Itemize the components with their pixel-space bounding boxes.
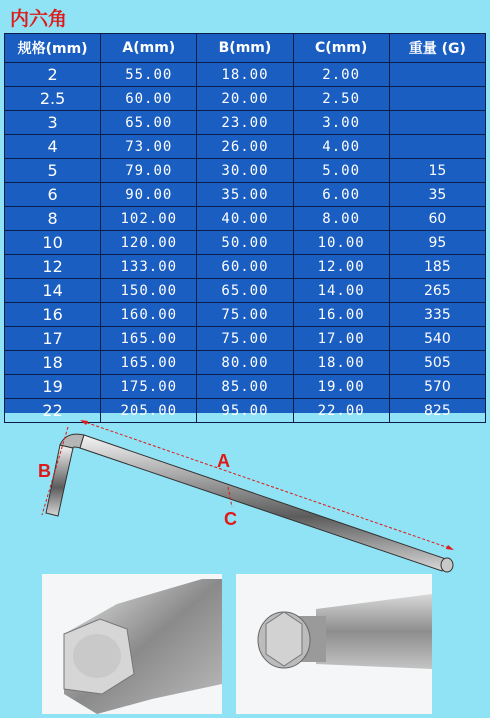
header-c: C(mm) [293, 34, 389, 63]
table-row [5, 327, 486, 351]
header-size: 规格(mm) [5, 34, 101, 63]
cell-weight [389, 111, 485, 135]
cell-size: 4 [5, 135, 101, 159]
cell-weight [389, 87, 485, 111]
cell-c: 12.00 [293, 255, 389, 279]
hex-key-diagram [0, 415, 490, 573]
cell-weight: 265 [389, 279, 485, 303]
cell-weight: 15 [389, 159, 485, 183]
table-row [5, 303, 486, 327]
cell-weight: 505 [389, 351, 485, 375]
label-c: C [224, 509, 237, 529]
table-row [5, 63, 486, 87]
cell-size: 2.5 [5, 87, 101, 111]
table-row [5, 351, 486, 375]
cell-c: 14.00 [293, 279, 389, 303]
table-row [5, 231, 486, 255]
cell-size: 2 [5, 63, 101, 87]
cell-c: 6.00 [293, 183, 389, 207]
cell-b: 23.00 [197, 111, 293, 135]
page-title: 内六角 [10, 8, 68, 30]
cell-a: 79.00 [101, 159, 197, 183]
table-row [5, 375, 486, 399]
label-b: B [38, 461, 51, 481]
table-row [5, 255, 486, 279]
spec-table [4, 33, 486, 420]
cell-size: 5 [5, 159, 101, 183]
cell-a: 160.00 [101, 303, 197, 327]
cell-weight: 185 [389, 255, 485, 279]
cell-a: 175.00 [101, 375, 197, 399]
cell-weight: 60 [389, 207, 485, 231]
cell-c: 4.00 [293, 135, 389, 159]
hex-key-shape [46, 434, 453, 572]
table-row [5, 87, 486, 111]
cell-weight: 570 [389, 375, 485, 399]
label-a: A [217, 451, 230, 471]
cell-c: 2.00 [293, 63, 389, 87]
cell-a: 133.00 [101, 255, 197, 279]
cell-b: 75.00 [197, 327, 293, 351]
cell-b: 85.00 [197, 375, 293, 399]
cell-b: 30.00 [197, 159, 293, 183]
cell-weight: 35 [389, 183, 485, 207]
cell-weight: 95 [389, 231, 485, 255]
cell-a: 205.00 [101, 399, 197, 423]
cell-b: 95.00 [197, 399, 293, 423]
cell-b: 50.00 [197, 231, 293, 255]
header-b: B(mm) [197, 34, 293, 63]
cell-size: 3 [5, 111, 101, 135]
cell-size: 18 [5, 351, 101, 375]
cell-a: 90.00 [101, 183, 197, 207]
table-row [5, 135, 486, 159]
cell-c: 22.00 [293, 399, 389, 423]
dimension-lines [42, 421, 452, 549]
cell-c: 8.00 [293, 207, 389, 231]
cell-c: 2.50 [293, 87, 389, 111]
cell-size: 6 [5, 183, 101, 207]
cell-a: 165.00 [101, 351, 197, 375]
table-row [5, 279, 486, 303]
cell-a: 55.00 [101, 63, 197, 87]
cell-size: 19 [5, 375, 101, 399]
cell-a: 102.00 [101, 207, 197, 231]
cell-c: 19.00 [293, 375, 389, 399]
cell-size: 17 [5, 327, 101, 351]
cell-weight [389, 135, 485, 159]
cell-b: 80.00 [197, 351, 293, 375]
cell-size: 22 [5, 399, 101, 423]
table-row [5, 159, 486, 183]
hex-end-photo [42, 574, 222, 714]
cell-b: 35.00 [197, 183, 293, 207]
cell-b: 18.00 [197, 63, 293, 87]
cell-b: 26.00 [197, 135, 293, 159]
cell-b: 60.00 [197, 255, 293, 279]
table-header-row [5, 34, 486, 63]
ball-end-photo [236, 574, 432, 714]
cell-a: 73.00 [101, 135, 197, 159]
cell-b: 20.00 [197, 87, 293, 111]
cell-weight: 825 [389, 399, 485, 423]
table-row [5, 111, 486, 135]
cell-c: 5.00 [293, 159, 389, 183]
cell-a: 120.00 [101, 231, 197, 255]
header-a: A(mm) [101, 34, 197, 63]
cell-weight: 540 [389, 327, 485, 351]
cell-weight [389, 63, 485, 87]
cell-c: 10.00 [293, 231, 389, 255]
cell-b: 65.00 [197, 279, 293, 303]
cell-weight: 335 [389, 303, 485, 327]
cell-c: 16.00 [293, 303, 389, 327]
cell-size: 12 [5, 255, 101, 279]
cell-a: 60.00 [101, 87, 197, 111]
table-row [5, 183, 486, 207]
cell-b: 40.00 [197, 207, 293, 231]
cell-c: 17.00 [293, 327, 389, 351]
cell-size: 14 [5, 279, 101, 303]
cell-a: 65.00 [101, 111, 197, 135]
cell-size: 10 [5, 231, 101, 255]
header-weight: 重量 (G) [389, 34, 485, 63]
cell-size: 8 [5, 207, 101, 231]
cell-b: 75.00 [197, 303, 293, 327]
cell-c: 18.00 [293, 351, 389, 375]
cell-a: 165.00 [101, 327, 197, 351]
table-row [5, 207, 486, 231]
cell-a: 150.00 [101, 279, 197, 303]
cell-c: 3.00 [293, 111, 389, 135]
cell-size: 16 [5, 303, 101, 327]
